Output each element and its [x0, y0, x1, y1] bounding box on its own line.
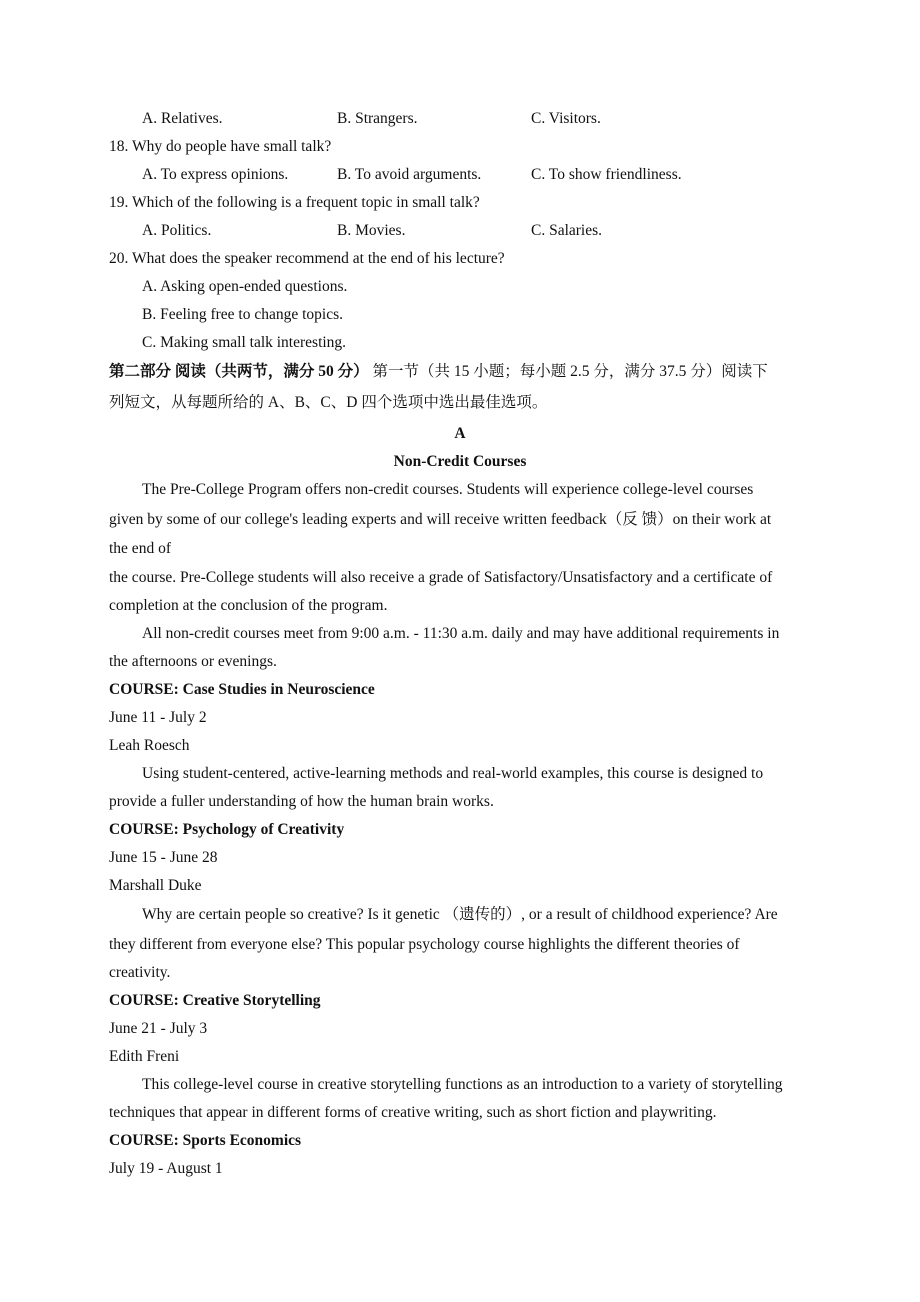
course-description: they different from everyone else? This popular psychology course highlights the different theories of: [109, 936, 740, 953]
section-instructions: 列短文，从每题所给的 A、B、C、D 四个选项中选出最佳选项。: [109, 394, 548, 411]
option-a: A. Relatives.: [142, 110, 223, 127]
course-title: COURSE: Sports Economics: [109, 1132, 302, 1149]
option-a: A. To express opinions.: [142, 166, 289, 183]
option-b: B. Movies.: [337, 222, 406, 239]
option-a: A. Politics.: [142, 222, 212, 239]
course-description: Using student-centered, active-learning methods and real-world examples, this course is designed to: [142, 765, 764, 782]
section-heading-instructions: 第一节（共 15 小题；每小题 2.5 分，满分 37.5 分）阅读下: [368, 363, 768, 380]
option-a: A. Asking open-ended questions.: [142, 278, 348, 295]
option-b: B. To avoid arguments.: [337, 166, 482, 183]
intro-line: completion at the conclusion of the program.: [109, 597, 388, 614]
passage-letter: A: [454, 425, 466, 442]
course-dates: June 15 - June 28: [109, 849, 218, 866]
course-instructor: Marshall Duke: [109, 877, 202, 894]
section-heading: [109, 362, 768, 382]
intro-line: The Pre-College Program offers non-credit courses. Students will experience college-level courses: [142, 481, 754, 498]
schedule-line: the afternoons or evenings.: [109, 653, 277, 670]
option-c: C. Making small talk interesting.: [142, 334, 347, 351]
intro-line: the course. Pre-College students will also receive a grade of Satisfactory/Unsatisfactory and a certificate of: [109, 569, 773, 586]
course-instructor: Edith Freni: [109, 1048, 180, 1065]
question-20: 20. What does the speaker recommend at the end of his lecture?: [109, 250, 505, 267]
passage-title: Non-Credit Courses: [393, 453, 527, 470]
option-c: C. Visitors.: [531, 110, 601, 127]
course-description: techniques that appear in different forms of creative writing, such as short fiction and playwriting.: [109, 1104, 717, 1121]
course-dates: June 21 - July 3: [109, 1020, 208, 1037]
option-c: C. Salaries.: [531, 222, 603, 239]
course-description: provide a fuller understanding of how the human brain works.: [109, 793, 494, 810]
question-18: 18. Why do people have small talk?: [109, 138, 332, 155]
option-b: B. Strangers.: [337, 110, 418, 127]
intro-line: given by some of our college's leading experts and will receive written feedback（反 馈）on their work at: [109, 511, 772, 528]
course-description: Why are certain people so creative? Is it genetic （遗传的）, or a result of childhood experience? Are: [142, 906, 778, 923]
schedule-line: All non-credit courses meet from 9:00 a.m. - 11:30 a.m. daily and may have additional requirements in: [142, 625, 780, 642]
course-dates: July 19 - August 1: [109, 1160, 223, 1177]
course-dates: June 11 - July 2: [109, 709, 207, 726]
section-heading-bold: 第二部分 阅读（共两节，满分 50 分）: [109, 363, 369, 380]
question-19: 19. Which of the following is a frequent topic in small talk?: [109, 194, 480, 211]
intro-line: the end of: [109, 540, 171, 557]
course-title: COURSE: Psychology of Creativity: [109, 821, 345, 838]
option-c: C. To show friendliness.: [531, 166, 682, 183]
course-title: COURSE: Creative Storytelling: [109, 992, 321, 1009]
option-b: B. Feeling free to change topics.: [142, 306, 344, 323]
course-description: creativity.: [109, 964, 171, 981]
course-instructor: Leah Roesch: [109, 737, 190, 754]
course-title: COURSE: Case Studies in Neuroscience: [109, 681, 375, 698]
course-description: This college-level course in creative storytelling functions as an introduction to a variety of storytelling: [142, 1076, 783, 1093]
